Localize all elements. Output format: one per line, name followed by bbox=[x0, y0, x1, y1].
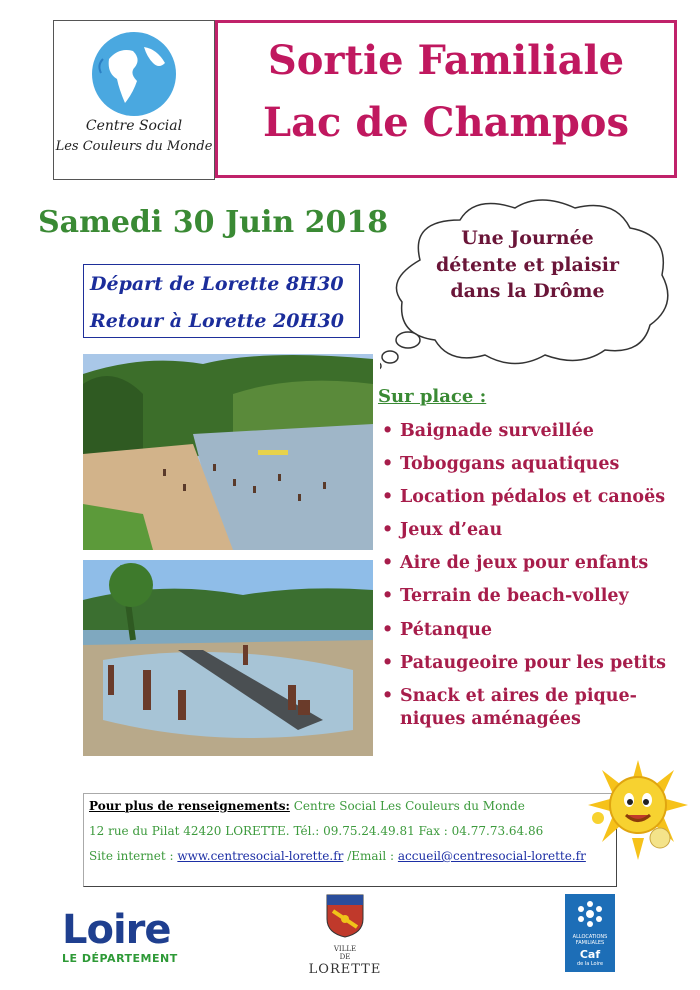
info-label: Pour plus de renseignements: bbox=[89, 799, 290, 813]
event-date: Samedi 30 Juin 2018 bbox=[38, 205, 389, 240]
lorette-logo bbox=[300, 893, 390, 977]
caf-sub: de la Loire bbox=[576, 961, 604, 967]
info-line-web bbox=[89, 849, 586, 863]
list-item: • Location pédalos et canoës bbox=[382, 486, 682, 509]
centre-social-logo bbox=[53, 20, 215, 180]
lorette-ville: VILLE DE bbox=[333, 945, 357, 962]
title-line2: Lac de Champos bbox=[263, 99, 629, 146]
caf-logo bbox=[565, 894, 615, 972]
caf-snowflake-icon bbox=[575, 899, 605, 929]
logo-name-line1: Centre Social bbox=[85, 118, 183, 134]
lorette-name: LORETTE bbox=[308, 961, 382, 977]
website-label: Site internet : bbox=[89, 849, 178, 863]
list-item: • Terrain de beach-volley bbox=[382, 585, 682, 608]
title-box bbox=[215, 20, 677, 178]
lake-beach-photo bbox=[83, 354, 373, 550]
email-link[interactable]: accueil@centresocial-lorette.fr bbox=[397, 849, 586, 863]
info-line-org bbox=[89, 799, 525, 813]
list-item: • Baignade surveillée bbox=[382, 420, 682, 443]
loire-name: Loire bbox=[62, 907, 171, 953]
info-address: 12 rue du Pilat 42420 LORETTE. Tél.: 09.75.24.49.81 Fax : 04.77.73.64.86 bbox=[89, 824, 544, 838]
cloud-line2: détente et plaisir bbox=[436, 253, 619, 276]
water-playground-photo bbox=[83, 560, 373, 756]
cloud-text bbox=[405, 225, 650, 305]
contact-info-box bbox=[83, 793, 617, 887]
logo-name-line2: Les Couleurs du Monde bbox=[55, 139, 213, 154]
on-site-heading: Sur place : bbox=[378, 386, 487, 407]
caf-allocations: ALLOCATIONS FAMILIALES bbox=[572, 934, 608, 946]
title-line1: Sortie Familiale bbox=[267, 37, 625, 84]
email-label: /Email : bbox=[343, 849, 398, 863]
info-org: Centre Social Les Couleurs du Monde bbox=[293, 799, 525, 813]
cloud-line3: dans la Drôme bbox=[450, 280, 605, 303]
caf-name: Caf bbox=[579, 948, 601, 961]
loire-sub: LE DÉPARTEMENT bbox=[62, 952, 178, 965]
list-item: • Toboggans aquatiques bbox=[382, 453, 682, 476]
sun-mascot-icon bbox=[588, 760, 688, 860]
list-item: • Snack et aires de pique-niques aménagées bbox=[382, 685, 682, 731]
globe-icon bbox=[89, 29, 179, 119]
return-time: Retour à Lorette 20H30 bbox=[90, 310, 344, 332]
lorette-shield-icon bbox=[325, 893, 365, 939]
list-item: • Aire de jeux pour enfants bbox=[382, 552, 682, 575]
departure-time: Départ de Lorette 8H30 bbox=[90, 273, 344, 295]
list-item: • Pataugeoire pour les petits bbox=[382, 652, 682, 675]
list-item: • Pétanque bbox=[382, 619, 682, 642]
schedule-box bbox=[83, 264, 360, 338]
activity-list bbox=[382, 420, 682, 741]
list-item: • Jeux d’eau bbox=[382, 519, 682, 542]
cloud-line1: Une Journée bbox=[461, 227, 594, 249]
website-link[interactable]: www.centresocial-lorette.fr bbox=[177, 849, 344, 863]
loire-departement-logo bbox=[62, 907, 178, 965]
